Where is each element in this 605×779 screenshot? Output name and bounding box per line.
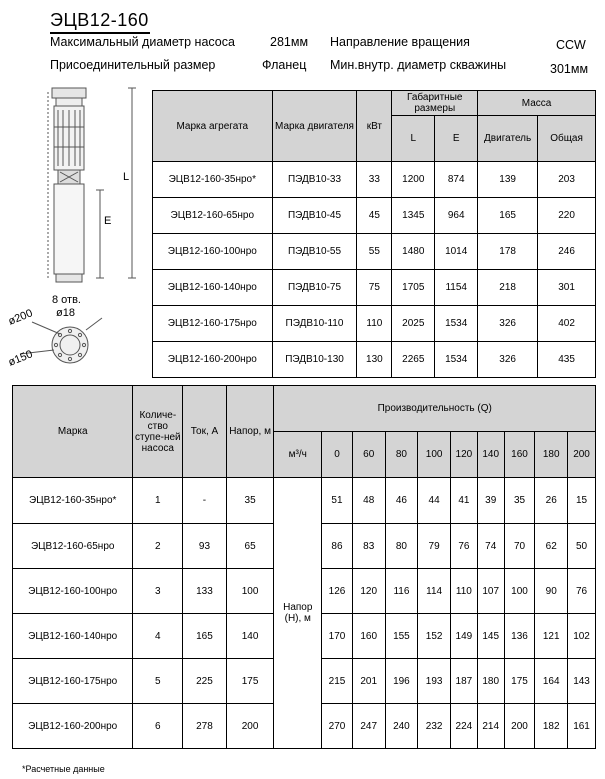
cell-mass-motor: 165 (478, 198, 538, 234)
max-diameter-label: Максимальный диаметр насоса (50, 35, 235, 49)
cell-head-value: 149 (450, 614, 477, 659)
cell-head-value: 83 (352, 524, 385, 569)
header-flow-0: 0 (322, 432, 353, 478)
cell-head-value: 155 (385, 614, 418, 659)
header-motor-brand: Марка двигателя (272, 91, 357, 162)
cell-head-value: 100 (504, 569, 535, 614)
cell-head-value: 201 (352, 659, 385, 704)
table-row (153, 198, 596, 234)
cell-mass-motor: 326 (478, 342, 538, 378)
cell-mass-total: 246 (538, 234, 596, 270)
cell-current: - (183, 478, 227, 524)
cell-length-l: 1345 (392, 198, 435, 234)
table-row (153, 234, 596, 270)
page-title: ЭЦВ12-160 (50, 10, 149, 30)
cell-length-l: 2025 (392, 306, 435, 342)
cell-head-value: 35 (504, 478, 535, 524)
cell-stages: 1 (133, 478, 183, 524)
cell-head-value: 247 (352, 704, 385, 749)
cell-head-value: 41 (450, 478, 477, 524)
cell-unit-brand: ЭЦВ12-160-200нро (153, 342, 273, 378)
cell-head-value: 79 (418, 524, 451, 569)
cell-head-value: 44 (418, 478, 451, 524)
cell-head-value: 196 (385, 659, 418, 704)
cell-head-value: 193 (418, 659, 451, 704)
cell-head-value: 214 (477, 704, 504, 749)
cell-head-value: 74 (477, 524, 504, 569)
cell-head-value: 121 (535, 614, 568, 659)
header-flow-180: 180 (535, 432, 568, 478)
cell-length-e: 1154 (435, 270, 478, 306)
table-row (153, 306, 596, 342)
cell-length-l: 1705 (392, 270, 435, 306)
header-unit-brand: Марка агрегата (153, 91, 273, 162)
rotation-label: Направление вращения (330, 35, 470, 49)
cell-length-e: 1534 (435, 306, 478, 342)
cell-head-value: 187 (450, 659, 477, 704)
cell-mass-total: 301 (538, 270, 596, 306)
cell-kw: 130 (357, 342, 392, 378)
cell-kw: 45 (357, 198, 392, 234)
cell-head-value: 80 (385, 524, 418, 569)
cell-head-value: 76 (450, 524, 477, 569)
cell-head-h-label: Напор (Н), м (274, 478, 322, 749)
cell-head-value: 180 (477, 659, 504, 704)
cell-head-value: 160 (352, 614, 385, 659)
diagram-label-e: E (104, 215, 112, 227)
header-mass-motor: Двигатель (478, 116, 538, 162)
cell-brand: ЭЦВ12-160-100нро (13, 569, 133, 614)
cell-kw: 33 (357, 162, 392, 198)
dimensions-table (152, 90, 596, 378)
cell-head-value: 164 (535, 659, 568, 704)
header-current: Ток, А (183, 386, 227, 478)
header-brand: Марка (13, 386, 133, 478)
cell-head-value: 152 (418, 614, 451, 659)
header-flow-140: 140 (477, 432, 504, 478)
header-dim-e: E (435, 116, 478, 162)
connection-label: Присоединительный размер (50, 58, 216, 72)
cell-unit-brand: ЭЦВ12-160-175нро (153, 306, 273, 342)
cell-head: 100 (226, 569, 274, 614)
cell-head-value: 48 (352, 478, 385, 524)
cell-mass-motor: 178 (478, 234, 538, 270)
cell-head-value: 50 (568, 524, 596, 569)
cell-brand: ЭЦВ12-160-65нро (13, 524, 133, 569)
cell-motor-brand: ПЭДВ10-110 (272, 306, 357, 342)
cell-mass-motor: 139 (478, 162, 538, 198)
cell-head-value: 161 (568, 704, 596, 749)
cell-head-value: 270 (322, 704, 353, 749)
cell-head-value: 200 (504, 704, 535, 749)
cell-kw: 110 (357, 306, 392, 342)
cell-stages: 5 (133, 659, 183, 704)
cell-unit-brand: ЭЦВ12-160-35нро* (153, 162, 273, 198)
cell-unit-brand: ЭЦВ12-160-140нро (153, 270, 273, 306)
cell-kw: 75 (357, 270, 392, 306)
header-flow-60: 60 (352, 432, 385, 478)
cell-length-e: 964 (435, 198, 478, 234)
cell-brand: ЭЦВ12-160-200нро (13, 704, 133, 749)
cell-current: 93 (183, 524, 227, 569)
header-dim-l: L (392, 116, 435, 162)
cell-head-value: 110 (450, 569, 477, 614)
cell-brand: ЭЦВ12-160-35нро* (13, 478, 133, 524)
table-row (153, 270, 596, 306)
cell-head-value: 224 (450, 704, 477, 749)
cell-head-value: 62 (535, 524, 568, 569)
header-flow-120: 120 (450, 432, 477, 478)
cell-motor-brand: ПЭДВ10-33 (272, 162, 357, 198)
cell-head-value: 70 (504, 524, 535, 569)
holes-label: 8 отв. (52, 294, 81, 306)
cell-head-value: 39 (477, 478, 504, 524)
performance-table (12, 385, 596, 749)
cell-head-value: 170 (322, 614, 353, 659)
cell-stages: 6 (133, 704, 183, 749)
hole-diameter-label: ø18 (56, 307, 75, 319)
cell-mass-motor: 218 (478, 270, 538, 306)
cell-head-value: 15 (568, 478, 596, 524)
max-diameter-value: 281мм (270, 35, 309, 49)
cell-head-value: 76 (568, 569, 596, 614)
header-productivity: Производительность (Q) (274, 386, 596, 432)
cell-head-value: 120 (352, 569, 385, 614)
table-row (13, 478, 596, 524)
cell-kw: 55 (357, 234, 392, 270)
cell-unit-brand: ЭЦВ12-160-65нро (153, 198, 273, 234)
header-dimensions: Габаритные размеры (392, 91, 478, 116)
cell-length-l: 1480 (392, 234, 435, 270)
cell-current: 225 (183, 659, 227, 704)
cell-current: 165 (183, 614, 227, 659)
rotation-value: CCW (556, 38, 586, 52)
cell-motor-brand: ПЭДВ10-130 (272, 342, 357, 378)
cell-head-value: 143 (568, 659, 596, 704)
cell-length-e: 1014 (435, 234, 478, 270)
cell-head-value: 145 (477, 614, 504, 659)
cell-motor-brand: ПЭДВ10-55 (272, 234, 357, 270)
cell-head-value: 232 (418, 704, 451, 749)
header-kw: кВт (357, 91, 392, 162)
cell-head: 175 (226, 659, 274, 704)
connection-value: Фланец (262, 58, 307, 72)
cell-mass-motor: 326 (478, 306, 538, 342)
cell-head-value: 102 (568, 614, 596, 659)
header-flow-160: 160 (504, 432, 535, 478)
cell-head: 65 (226, 524, 274, 569)
cell-head-value: 126 (322, 569, 353, 614)
header-flow-80: 80 (385, 432, 418, 478)
cell-current: 133 (183, 569, 227, 614)
cell-head-value: 215 (322, 659, 353, 704)
cell-mass-total: 220 (538, 198, 596, 234)
header-head: Напор, м (226, 386, 274, 478)
footnote: *Расчетные данные (22, 764, 105, 774)
cell-motor-brand: ПЭДВ10-45 (272, 198, 357, 234)
cell-unit-brand: ЭЦВ12-160-100нро (153, 234, 273, 270)
title-underline (50, 32, 150, 34)
cell-head-value: 51 (322, 478, 353, 524)
cell-head-value: 175 (504, 659, 535, 704)
cell-mass-total: 203 (538, 162, 596, 198)
cell-head-value: 240 (385, 704, 418, 749)
cell-head-value: 26 (535, 478, 568, 524)
header-flow-unit: м³/ч (274, 432, 322, 478)
diagram-label-l: L (123, 171, 130, 183)
well-diameter-label: Мин.внутр. диаметр скважины (330, 58, 507, 72)
outer-diameter-label: ø200 (6, 307, 35, 328)
cell-length-e: 1534 (435, 342, 478, 378)
cell-head: 200 (226, 704, 274, 749)
well-diameter-value: 301мм (550, 62, 589, 76)
header-mass: Масса (478, 91, 596, 116)
cell-mass-total: 435 (538, 342, 596, 378)
cell-head-value: 182 (535, 704, 568, 749)
cell-mass-total: 402 (538, 306, 596, 342)
cell-length-e: 874 (435, 162, 478, 198)
table-row (153, 162, 596, 198)
cell-head-value: 107 (477, 569, 504, 614)
cell-head: 35 (226, 478, 274, 524)
cell-stages: 3 (133, 569, 183, 614)
cell-stages: 2 (133, 524, 183, 569)
cell-current: 278 (183, 704, 227, 749)
cell-length-l: 2265 (392, 342, 435, 378)
cell-head-value: 136 (504, 614, 535, 659)
cell-brand: ЭЦВ12-160-140нро (13, 614, 133, 659)
header-flow-200: 200 (568, 432, 596, 478)
cell-motor-brand: ПЭДВ10-75 (272, 270, 357, 306)
cell-stages: 4 (133, 614, 183, 659)
cell-head-value: 116 (385, 569, 418, 614)
cell-head-value: 114 (418, 569, 451, 614)
header-mass-total: Общая (538, 116, 596, 162)
table-row (153, 342, 596, 378)
bolt-circle-label: ø150 (6, 348, 35, 369)
cell-length-l: 1200 (392, 162, 435, 198)
cell-head-value: 86 (322, 524, 353, 569)
header-stages: Количе-ство ступе-ней насоса (133, 386, 183, 478)
cell-head: 140 (226, 614, 274, 659)
cell-head-value: 46 (385, 478, 418, 524)
cell-brand: ЭЦВ12-160-175нро (13, 659, 133, 704)
pump-diagram (0, 82, 150, 382)
cell-head-value: 90 (535, 569, 568, 614)
header-flow-100: 100 (418, 432, 451, 478)
